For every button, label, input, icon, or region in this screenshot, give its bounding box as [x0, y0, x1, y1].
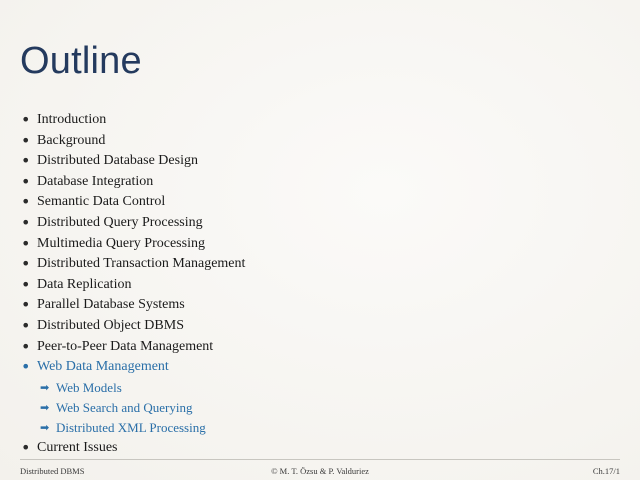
outline-item-label: Parallel Database Systems — [37, 297, 185, 313]
outline-item-distributed-database-design — [20, 151, 620, 172]
outline-item-label: Distributed Transaction Management — [37, 256, 246, 272]
outline-item-label: Peer-to-Peer Data Management — [37, 338, 214, 354]
outline-subitem-label: Web Search and Querying — [56, 399, 193, 415]
bullet-icon: • — [21, 254, 31, 274]
bullet-icon: • — [21, 274, 31, 294]
bullet-icon: • — [21, 151, 31, 171]
bullet-icon: • — [21, 315, 31, 335]
footer-course-name: Distributed DBMS — [20, 466, 85, 476]
outline-item-label: Distributed Database Design — [37, 153, 198, 169]
outline-item-label: Data Replication — [37, 276, 132, 292]
outline-item-label: Semantic Data Control — [37, 194, 166, 210]
outline-item-multimedia-query-processing — [20, 234, 620, 255]
arrow-right-icon: ➡ — [40, 420, 50, 434]
outline-subitem-web-search-and-querying — [20, 398, 620, 418]
outline-item-distributed-query-processing — [20, 213, 620, 234]
outline-list — [20, 110, 620, 458]
outline-item-label: Background — [37, 132, 106, 148]
bullet-icon: • — [21, 336, 31, 356]
bullet-icon: • — [21, 233, 31, 253]
bullet-icon: • — [21, 437, 31, 457]
outline-item-label: Introduction — [37, 112, 107, 127]
arrow-right-icon: ➡ — [40, 400, 50, 414]
outline-subitem-label: Distributed XML Processing — [56, 419, 206, 435]
footer-copyright: © M. T. Özsu & P. Valduriez — [271, 466, 369, 476]
outline-item-database-integration — [20, 172, 620, 193]
outline-subitem-label: Web Models — [56, 379, 122, 395]
outline-item-label: Distributed Query Processing — [37, 214, 203, 230]
outline-item-current-issues — [20, 438, 620, 459]
bullet-icon: • — [21, 212, 31, 232]
outline-item-label: Multimedia Query Processing — [37, 235, 205, 251]
outline-item-web-data-management — [20, 357, 620, 378]
footer-slide-number: Ch.17/1 — [592, 466, 620, 476]
outline-item-data-replication — [20, 275, 620, 296]
bullet-icon: • — [21, 110, 31, 129]
bullet-icon: • — [21, 295, 31, 315]
bullet-icon: • — [21, 192, 31, 212]
bullet-icon: • — [21, 357, 31, 377]
outline-item-label: Distributed Object DBMS — [37, 317, 184, 333]
bullet-icon: • — [21, 130, 31, 150]
outline-item-label: Database Integration — [37, 173, 154, 189]
outline-item-peer-to-peer-data-management — [20, 337, 620, 358]
outline-subitem-web-models — [20, 378, 620, 398]
outline-subitem-distributed-xml-processing — [20, 418, 620, 438]
outline-item-distributed-transaction-management — [20, 254, 620, 275]
outline-item-parallel-database-systems — [20, 295, 620, 316]
outline-item-label: Current Issues — [37, 439, 118, 455]
slide-title: Outline — [20, 40, 142, 82]
outline-item-semantic-data-control — [20, 192, 620, 213]
bullet-icon: • — [21, 171, 31, 191]
outline-item-distributed-object-dbms — [20, 316, 620, 337]
outline-item-background — [20, 131, 620, 152]
outline-item-introduction — [20, 110, 620, 131]
arrow-right-icon: ➡ — [40, 380, 50, 394]
footer-divider — [20, 459, 620, 460]
outline-item-label: Web Data Management — [37, 359, 169, 375]
